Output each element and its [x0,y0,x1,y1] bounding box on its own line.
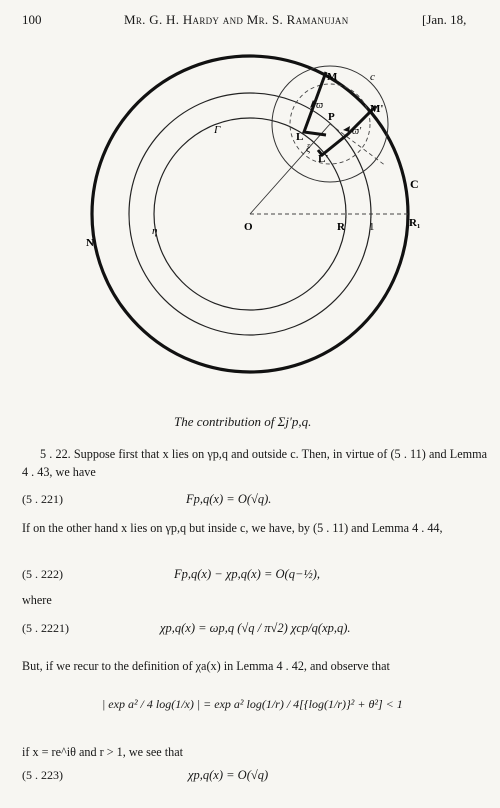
label-L: L [296,131,304,143]
equation-inequality: | exp a² / 4 log(1/x) | = exp a² log(1/r) / 4[{log(1/r)}² + θ²] < 1 [102,697,403,711]
label-M-prime: M' [370,103,384,115]
paragraph-inside-c: If on the other hand x lies on γp,q but inside c, we have, by (5 . 11) and Lemma 4 . 44, [22,521,443,535]
equation-5-221: Fp,q(x) = O(√q). [186,492,272,506]
eq-number-5-222: (5 . 222) [22,567,63,581]
contour-figure [0,40,500,400]
label-one: 1 [369,221,375,233]
label-Gamma: Γ [214,124,221,136]
label-c: c [370,71,375,83]
equation-5-2221: χp,q(x) = ωp,q (√q / π√2) χcp/q(xp,q). [160,621,351,635]
paragraph-if-x: if x = re^iθ and r > 1, we see that [22,745,184,759]
label-N: N [86,237,94,249]
eq-number-5-2221: (5 . 2221) [22,621,69,635]
label-xi: ξ [306,144,311,155]
equation-5-222: Fp,q(x) − χp,q(x) = O(q−½), [174,567,321,581]
eq-number-5-223: (5 . 223) [22,768,63,782]
arrow-omega-prime [343,126,350,132]
paragraph-5-22: 5 . 22. Suppose first that x lies on γp,q and outside c. Then, in virtue of (5 . 11) and Lemma 4 . 43, we have [22,447,487,479]
label-eta: η [152,225,158,237]
label-R1: R₁ [409,217,421,229]
running-date: [Jan. 18, [422,12,467,27]
label-omega-prime: ϖ' [352,126,362,137]
paragraph-definition: But, if we recur to the definition of χa(x) in Lemma 4 . 42, and observe that [22,659,390,673]
page-number: 100 [22,12,42,27]
radius-OP [250,124,330,214]
label-C: C [410,177,419,191]
label-O: O [244,221,253,233]
eq-number-5-221: (5 . 221) [22,492,63,506]
label-L-prime: L' [318,153,329,165]
where-text: where [22,593,52,607]
label-M: M [327,71,338,83]
label-P: P [328,111,335,123]
running-title: Mr. G. H. Hardy and Mr. S. Ramanujan [124,12,349,27]
figure-caption: The contribution of Σj′p,q. [174,414,312,429]
label-omega: ϖ [316,100,324,111]
equation-5-223: χp,q(x) = O(√q) [188,768,269,782]
label-R: R [337,221,345,233]
